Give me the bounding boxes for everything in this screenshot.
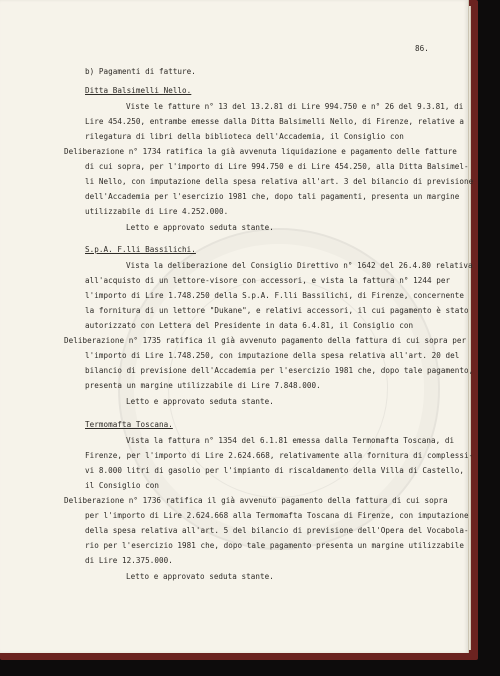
body-line: l'importo di Lire 1.748.250 della S.p.A. F.lli Bassilichi, di Firenze, concernente xyxy=(85,291,464,300)
section-title: Termomafta Toscana. xyxy=(85,420,173,429)
section-heading: b) Pagamenti di fatture. xyxy=(85,67,196,76)
section-title: Ditta Balsimelli Nello. xyxy=(85,86,192,95)
body-line: rilegatura di libri della biblioteca dell'Accademia, il Consiglio con xyxy=(85,132,404,141)
approval-line: Letto e approvato seduta stante. xyxy=(126,223,274,232)
body-line: dell'Accademia per l'esercizio 1981 che, dopo tali pagamenti, presenta un margine xyxy=(85,192,460,201)
body-line: della spesa relativa all'art. 5 del bilancio di previsione dell'Opera del Vocabola- xyxy=(85,526,469,535)
body-line: l'importo di Lire 1.748.250, con imputazione della spesa relativa all'art. 20 del xyxy=(85,351,460,360)
body-line: all'acquisto di un lettore-visore con accessori, e vista la fattura n° 1244 per xyxy=(85,276,451,285)
body-line: la fornitura di un lettore "Dukane", e relativi accessori, il cui pagamento è stato xyxy=(85,306,469,315)
page-number: 86. xyxy=(415,44,429,53)
body-line: Deliberazione n° 1734 ratifica la già avvenuta liquidazione e pagamento delle fatture xyxy=(64,147,457,156)
body-line: di Lire 12.375.000. xyxy=(85,556,173,565)
body-line: Vista la fattura n° 1354 del 6.1.81 emessa dalla Termomafta Toscana, di xyxy=(126,436,455,445)
body-line: Deliberazione n° 1736 ratifica il già avvenuto pagamento della fattura di cui sopra xyxy=(64,496,448,505)
body-line: Viste le fatture n° 13 del 13.2.81 di Lire 994.750 e n° 26 del 9.3.81, di xyxy=(126,102,464,111)
approval-line: Letto e approvato seduta stante. xyxy=(126,397,274,406)
body-line: utilizzabile di Lire 4.252.000. xyxy=(85,207,229,216)
body-line: il Consiglio con xyxy=(85,481,159,490)
body-line: Lire 454.250, entrambe emesse dalla Ditta Balsimelli Nello, di Firenze, relative a xyxy=(85,117,464,126)
body-line: Firenze, per l'importo di Lire 2.624.668, relativamente alla fornitura di complessi- xyxy=(85,451,474,460)
approval-line: Letto e approvato seduta stante. xyxy=(126,572,274,581)
body-line: Deliberazione n° 1735 ratifica il già avvenuto pagamento della fattura di cui sopra per xyxy=(64,336,467,345)
body-line: bilancio di previsione dell'Accademia per l'esercizio 1981 che, dopo tale pagamento, xyxy=(85,366,474,375)
body-line: autorizzato con Lettera del Presidente in data 6.4.81, il Consiglio con xyxy=(85,321,414,330)
body-line: Vista la deliberazione del Consiglio Direttivo n° 1642 del 26.4.80 relativa xyxy=(126,261,473,270)
body-line: di cui sopra, per l'importo di Lire 994.750 e di Lire 454.250, alla Ditta Balsimel- xyxy=(85,162,469,171)
body-line: li Nello, con imputazione della spesa relativa all'art. 3 del bilancio di previsione xyxy=(85,177,474,186)
section-title: S.p.A. F.lli Bassilichi. xyxy=(85,245,196,254)
body-line: per l'importo di Lire 2.624.668 alla Termomafta Toscana di Firenze, con imputazione xyxy=(85,511,469,520)
body-line: rio per l'esercizio 1981 che, dopo tale pagamento presenta un margine utilizzabile xyxy=(85,541,464,550)
body-line: vi 8.000 litri di gasolio per l'impianto di riscaldamento della Villa di Castello, xyxy=(85,466,464,475)
body-line: presenta un margine utilizzabile di Lire 7.848.000. xyxy=(85,381,321,390)
